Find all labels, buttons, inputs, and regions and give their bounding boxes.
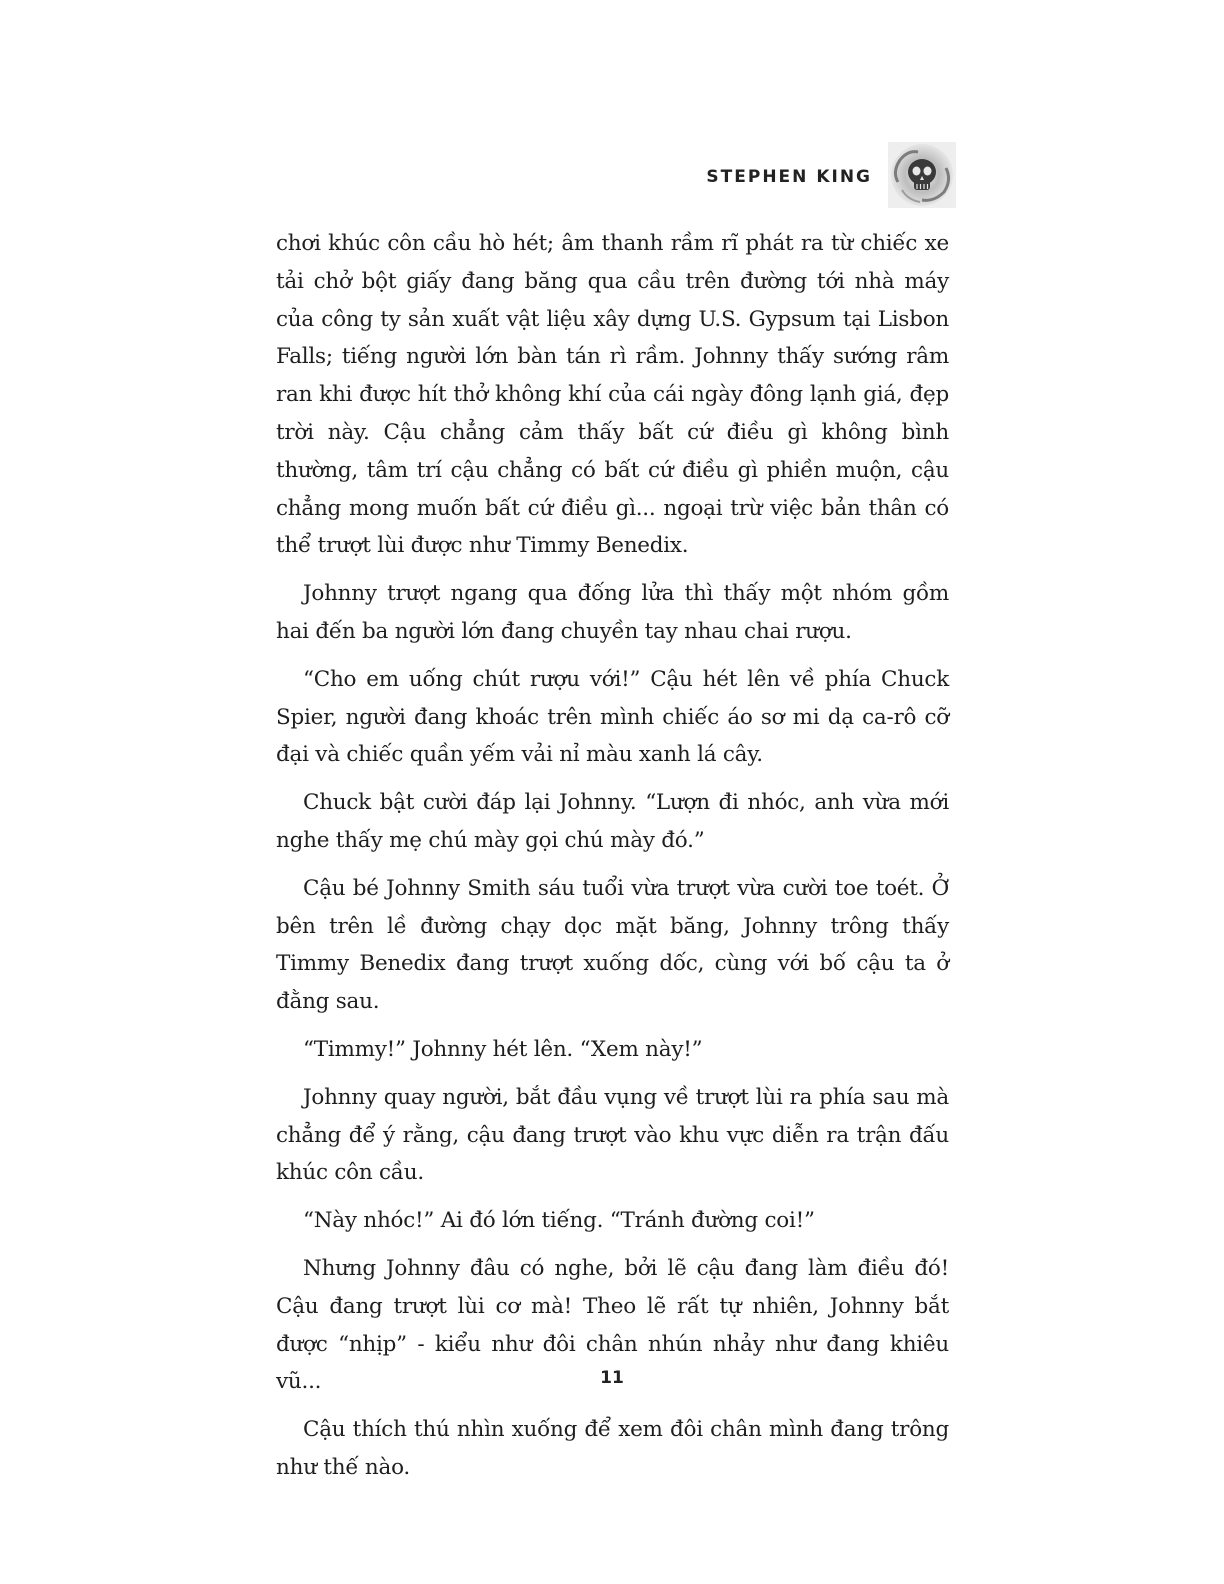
paragraph: Cậu thích thú nhìn xuống để xem đôi chân mình đang trông như thế nào. <box>276 1417 949 1480</box>
paragraph: Cậu bé Johnny Smith sáu tuổi vừa trượt vừa cười toe toét. Ở bên trên lề đường chạy dọc mặt băng, Johnny trông thấy Timmy Benedix đang trượt xuống dốc, cùng với bố cậu ta ở đằng sau. <box>276 875 949 1015</box>
paragraph: chơi khúc côn cầu hò hét; âm thanh rầm rĩ phát ra từ chiếc xe tải chở bột giấy đang băng qua cầu trên đường tới nhà máy của công ty sản xuất vật liệu xây dựng U.S. Gypsum tại Lisbon Falls; tiếng người lớn bàn tán rì rầm. Johnny thấy sướng râm ran khi được hít thở không khí của cái ngày đông lạnh giá, đẹp trời này. Cậu chẳng cảm thấy bất cứ điều gì không bình thường, tâm trí cậu chẳng có bất cứ điều gì phiền muộn, cậu chẳng mong muốn bất cứ điều gì... ngoại trừ việc bản thân có thể trượt lùi được như Timmy Benedix. <box>276 231 949 559</box>
author-name: STEPHEN KING <box>706 167 872 187</box>
paragraph: Johnny quay người, bắt đầu vụng về trượt lùi ra phía sau mà chẳng để ý rằng, cậu đang trượt vào khu vực diễn ra trận đấu khúc côn cầu. <box>276 1084 949 1186</box>
paragraph: “Timmy!” Johnny hét lên. “Xem này!” <box>303 1036 703 1062</box>
running-header <box>276 142 956 210</box>
paragraph: Nhưng Johnny đâu có nghe, bởi lẽ cậu đang làm điều đó! Cậu đang trượt lùi cơ mà! Theo lẽ rất tự nhiên, Johnny bắt được “nhịp” - kiểu như đôi chân nhún nhảy như đang khiêu vũ... <box>276 1255 949 1395</box>
paragraph: “Cho em uống chút rượu với!” Cậu hét lên về phía Chuck Spier, người đang khoác trên mình chiếc áo sơ mi dạ ca-rô cỡ đại và chiếc quần yếm vải nỉ màu xanh lá cây. <box>276 666 949 768</box>
skull-icon <box>888 142 956 208</box>
page-number: 11 <box>600 1368 624 1388</box>
body-text <box>276 225 949 1497</box>
paragraph: Johnny trượt ngang qua đống lửa thì thấy một nhóm gồm hai đến ba người lớn đang chuyền tay nhau chai rượu. <box>276 581 949 644</box>
paragraph: “Này nhóc!” Ai đó lớn tiếng. “Tránh đường coi!” <box>303 1208 815 1234</box>
paragraph: Chuck bật cười đáp lại Johnny. “Lượn đi nhóc, anh vừa mới nghe thấy mẹ chú mày gọi chú mày đó.” <box>276 790 949 853</box>
